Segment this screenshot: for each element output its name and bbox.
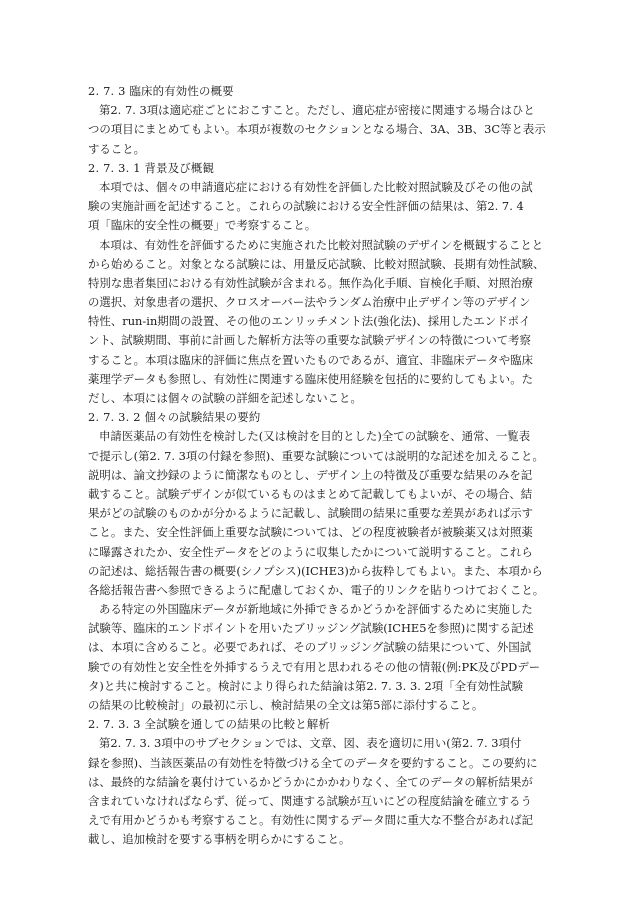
paragraph-line: 載すること。試験デザインが似ているものはまとめて記載してもよいが、その場合、結 bbox=[88, 486, 533, 501]
paragraph-line: 試験等、臨床的エンドポイントを用いたブリッジング試験(ICHE5を参照)に関する記述 bbox=[88, 621, 534, 636]
paragraph-line: えで有用かどうかも考察すること。有効性に関するデータ間に重大な不整合があれば記 bbox=[88, 813, 534, 828]
paragraph-line: 含まれていなければならず、従って、関連する試験が互いにどの程度結論を確立するう bbox=[88, 793, 532, 808]
paragraph-line: 項「臨床的安全性の概要」で考察すること。 bbox=[88, 218, 317, 233]
section-heading: 2. 7. 3. 3 全試験を通しての結果の比較と解析 bbox=[88, 717, 330, 732]
paragraph-line: 特性、run-in期間の設置、その他のエンリッチメント法(強化法)、採用したエンドポイ bbox=[88, 314, 531, 329]
paragraph-line: 各総括報告書へ参照できるように配慮しておくか、電子的リンクを貼りつけておくこと。 bbox=[88, 582, 545, 597]
paragraph-line: すること。本項は臨床的評価に焦点を置いたものであるが、適宜、非臨床データや臨床 bbox=[88, 352, 534, 367]
paragraph-line: 特別な患者集団における有効性試験が含まれる。無作為化手順、盲検化手順、対照治療 bbox=[88, 275, 534, 290]
paragraph-line: ント、試験期間、事前に計画した解析方法等の重要な試験デザインの特徴について考察 bbox=[88, 333, 531, 348]
section-heading: 2. 7. 3. 1 背景及び概観 bbox=[88, 160, 215, 175]
paragraph-line: は、本項に含めること。必要であれば、そのブリッジング試験の結果について、外国試 bbox=[88, 640, 532, 655]
paragraph-line: 験での有効性と安全性を外挿するうえで有用と思われるその他の情報(例:PK及びPDデー bbox=[88, 659, 541, 674]
paragraph-line: つの項目にまとめてもよい。本項が複数のセクションとなる場合、3A、3B、3C等と表示 bbox=[88, 122, 546, 137]
paragraph-line: から始めること。対象となる試験には、用量反応試験、比較対照試験、長期有効性試験、 bbox=[88, 256, 545, 271]
paragraph-line: 薬理学データも参照し、有効性に関連する臨床使用経験を包括的に要約してもよい。た bbox=[88, 371, 534, 386]
paragraph-line: こと。また、安全性評価上重要な試験については、どの程度被験者が被験薬又は対照薬 bbox=[88, 525, 533, 540]
paragraph-line: だし、本項には個々の試験の詳細を記述しないこと。 bbox=[88, 391, 362, 405]
paragraph-line: 第2. 7. 3項は適応症ごとにおこすこと。ただし、適応症が密接に関連する場合はひと bbox=[99, 103, 535, 118]
section-heading: 2. 7. 3. 2 個々の試験結果の要約 bbox=[88, 410, 261, 425]
paragraph-line: に曝露されたか、安全性データをどのように収集したかについて説明すること。これら bbox=[88, 544, 533, 559]
paragraph-line: 説明は、論文抄録のように簡潔なものとし、デザイン上の特徴及び重要な結果のみを記 bbox=[88, 467, 533, 482]
paragraph-line: の記述は、総括報告書の概要(シノプシス)(ICHE3)から抜粋してもよい。また、本項から bbox=[88, 563, 543, 578]
paragraph-line: 本項では、個々の申請適応症における有効性を評価した比較対照試験及びその他の試 bbox=[99, 179, 533, 194]
paragraph-line: タ)と共に検討すること。検討により得られた結論は第2. 7. 3. 3. 2項「全有効性試験 bbox=[88, 678, 524, 693]
paragraph-line: 載し、追加検討を要する事柄を明らかにすること。 bbox=[88, 832, 351, 847]
paragraph-line: の結果の比較検討」の最初に示し、検討結果の全文は第5部に添付すること。 bbox=[88, 698, 484, 712]
paragraph-line: すること。 bbox=[88, 141, 146, 156]
paragraph-line: 果がどの試験のものかが分かるように記載し、試験間の結果に重要な差異があれば示す bbox=[88, 506, 534, 521]
section-heading: 2. 7. 3 臨床的有効性の概要 bbox=[88, 84, 234, 98]
paragraph-line: は、最終的な結論を裏付けているかどうかにかかわりなく、全てのデータの解析結果が bbox=[88, 774, 533, 789]
paragraph-line: で提示し(第2. 7. 3項の付録を参照)、重要な試験については説明的な記述を加えること。 bbox=[88, 448, 544, 463]
paragraph-line: の選択、対象患者の選択、クロスオーバー法やランダム治療中止デザイン等のデザイン bbox=[88, 295, 531, 310]
paragraph-line: 験の実施計画を記述すること。これらの試験における安全性評価の結果は、第2. 7. 4 bbox=[88, 199, 524, 214]
paragraph-line: 申請医薬品の有効性を検討した(又は検討を目的とした)全ての試験を、通常、一覧表 bbox=[99, 429, 531, 444]
paragraph-line: ある特定の外国臨床データが新地域に外挿できるかどうかを評価するために実施した bbox=[99, 602, 533, 617]
paragraph-line: 本項は、有効性を評価するために実施された比較対照試験のデザインを概観することと bbox=[99, 237, 544, 252]
document-body bbox=[88, 82, 552, 850]
paragraph-line: 録を参照)、当該医薬品の有効性を特徴づける全てのデータを要約すること。この要約に bbox=[88, 755, 538, 770]
paragraph-line: 第2. 7. 3. 3項中のサブセクションでは、文章、図、表を適切に用い(第2. 7. 3項付 bbox=[99, 736, 522, 751]
